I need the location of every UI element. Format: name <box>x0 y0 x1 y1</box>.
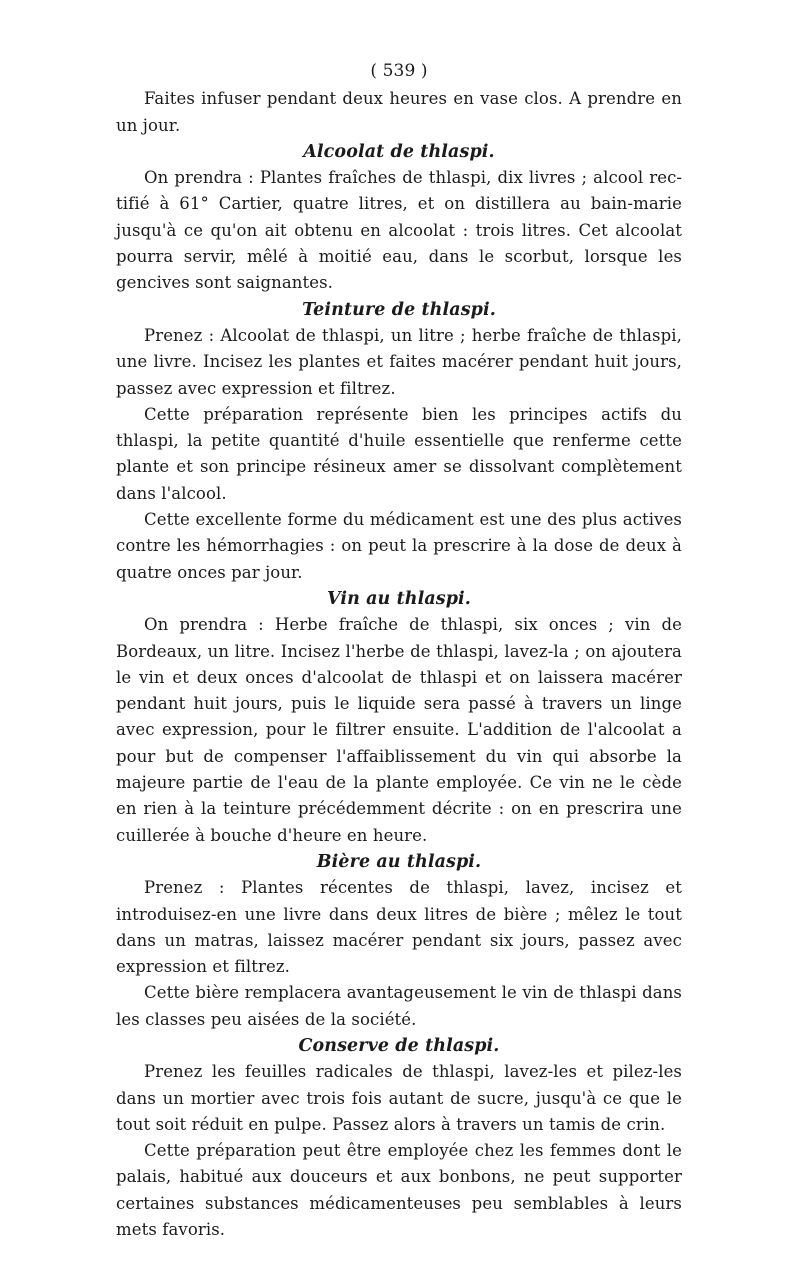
heading-vin: Vin au thlaspi. <box>326 588 471 609</box>
paragraph-biere-usage: Cette bière remplacera avantageusement le vin de thlaspi dans les classes peu aisées de la société. <box>116 983 682 1029</box>
heading-teinture: Teinture de thlaspi. <box>302 299 496 320</box>
paragraph-teinture-dosage: Cette excellente forme du médicament est une des plus actives contre les hémorrhagies : on peut la prescrire à la dose de deux à quatre onces par jour. <box>116 510 682 582</box>
paragraph-teinture-recipe: Prenez : Alcoolat de thlaspi, un litre ; herbe fraîche de thlaspi, une livre. Incisez les plantes et faites macérer pendant huit jours, passez avec expression et filtrez. <box>116 325 682 398</box>
paragraph-conserve-recipe: Prenez les feuilles radicales de thlaspi, lavez-les et pilez-les dans un mortier avec trois fois autant de sucre, jusqu'à ce que le tout soit réduit en pulpe. Passez alors à travers un tamis de crin. <box>116 1062 682 1134</box>
heading-conserve: Conserve de thlaspi. <box>298 1035 500 1056</box>
paragraph-vin-recipe: On prendra : Herbe fraîche de thlaspi, six onces ; vin de Bordeaux, un litre. Incisez l'herbe de thlaspi, lavez-la ; on ajoutera le vin et deux onces d'alcoolat de thlaspi et on laissera macérer pendant huit jours, puis le liquide sera passé à travers un linge avec expression, pour le filtrer ensuite. L'addition de l'alcoolat a pour but de compenser l'affaiblissement du vin qui absorbe la majeure partie de l'eau de la plante employée. Ce vin ne le cède en rien à la teinture précédemment décrite : on en prescrira une cuillerée à bouche d'heure en heure. <box>116 615 682 845</box>
paragraph-teinture-properties: Cette préparation représente bien les principes actifs du thlaspi, la petite quantité d'huile essentielle que renferme cette plante et son principe résineux amer se dissolvant complètement dans l'alcool. <box>116 404 682 503</box>
heading-biere: Bière au thlaspi. <box>316 851 482 872</box>
paragraph-conserve-usage: Cette préparation peut être employée chez les femmes dont le palais, habitué aux douceurs et aux bonbons, ne peut supporter certaines substances médicamenteuses peu semblables à leurs mets favoris. <box>116 1141 682 1240</box>
heading-alcoolat: Alcoolat de thlaspi. <box>303 141 495 162</box>
book-page <box>116 58 682 1243</box>
paragraph-biere-recipe: Prenez : Plantes récentes de thlaspi, lavez, incisez et introduisez-en une livre dans deux litres de bière ; mêlez le tout dans un matras, laissez macérer pendant six jours, passez avec expression et filtrez. <box>116 878 682 977</box>
paragraph-alcoolat-recipe: On prendra : Plantes fraîches de thlaspi, dix livres ; alcool rectifié à 61° Cartier, quatre litres, et on distillera au bain-marie jusqu'à ce qu'on ait obtenu en alcoolat : trois litres. Cet alcoolat pourra servir, mêlé à moitié eau, dans le scorbut, lorsque les gencives sont saignantes. <box>116 168 682 293</box>
page-number: ( 539 ) <box>370 61 428 81</box>
paragraph-infusion-end: Faites infuser pendant deux heures en vase clos. A prendre en un jour. <box>116 89 682 135</box>
